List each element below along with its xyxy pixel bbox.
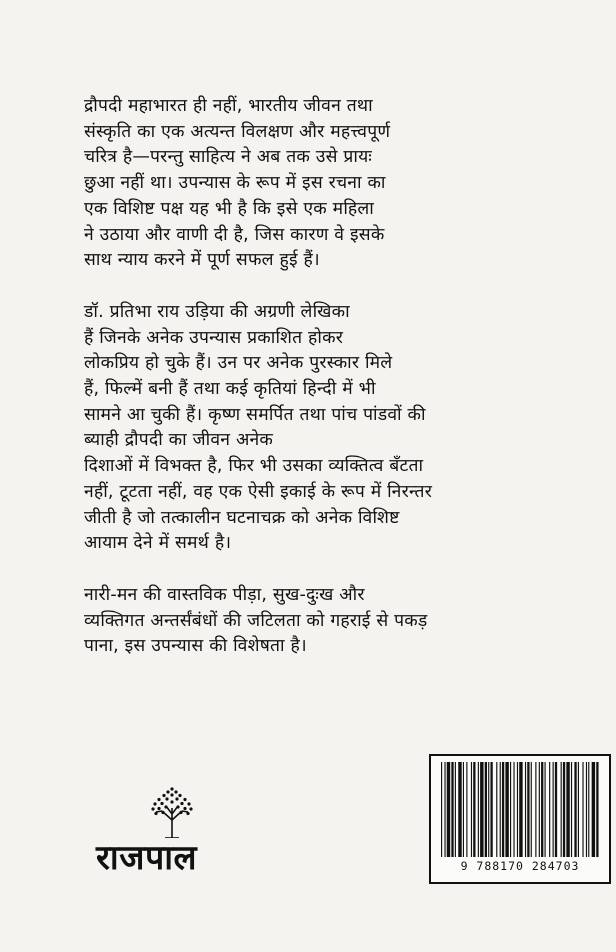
barcode-bar bbox=[500, 762, 501, 857]
text-line: आयाम देने में समर्थ है। bbox=[84, 533, 232, 554]
barcode-bar bbox=[563, 762, 565, 857]
blurb-paragraph-2 bbox=[84, 300, 544, 557]
barcode-bar bbox=[458, 762, 461, 857]
barcode-bar bbox=[539, 762, 540, 857]
barcode-bar bbox=[455, 762, 456, 857]
barcode-bar bbox=[586, 762, 587, 857]
barcode-bar bbox=[471, 762, 472, 857]
barcode-bar bbox=[502, 762, 504, 857]
text-line: छुआ नहीं था। उपन्यास के रूप में इस रचना का bbox=[84, 173, 386, 194]
text-line: लोकप्रिय हो चुके हैं। उन पर अनेक पुरस्कार मिले bbox=[84, 353, 393, 374]
barcode-bar bbox=[574, 762, 576, 857]
barcode-bar bbox=[588, 762, 589, 857]
barcode-bar bbox=[541, 762, 543, 857]
barcode-bar bbox=[596, 762, 598, 857]
text-line: डॉ. प्रतिभा राय उड़िया की अग्रणी लेखिका bbox=[84, 301, 350, 322]
barcode-bar bbox=[496, 762, 497, 857]
barcode-bar bbox=[510, 762, 511, 857]
barcode-bar bbox=[582, 762, 583, 857]
text-line: एक विशिष्ट पक्ष यह भी है कि इसे एक महिला bbox=[84, 198, 374, 219]
publisher-logo bbox=[96, 782, 246, 882]
barcode-bar bbox=[441, 762, 442, 857]
publisher-name: राजपाल bbox=[96, 838, 198, 878]
barcode-bar bbox=[463, 762, 464, 857]
barcode-bar bbox=[488, 762, 489, 857]
blurb-paragraph-3 bbox=[84, 583, 544, 660]
barcode-icon bbox=[437, 762, 603, 857]
barcode-bar bbox=[513, 762, 514, 857]
barcode-bar bbox=[505, 762, 508, 857]
blurb-text bbox=[84, 94, 544, 686]
isbn-number: 9 788170 284703 bbox=[460, 859, 580, 873]
text-line: द्रौपदी महाभारत ही नहीं, भारतीय जीवन तथा bbox=[84, 96, 373, 116]
text-line: नहीं, टूटता नहीं, वह एक ऐसी इकाई के रूप में निरन्तर bbox=[84, 481, 433, 502]
barcode-bar bbox=[578, 762, 579, 857]
barcode-bar bbox=[444, 762, 445, 857]
barcode-bar bbox=[545, 762, 546, 857]
barcode-bar bbox=[535, 762, 536, 857]
barcode-bar bbox=[531, 762, 532, 857]
barcode-bar bbox=[478, 762, 479, 857]
text-line: हैं जिनके अनेक उपन्यास प्रकाशित होकर bbox=[84, 327, 344, 348]
barcode-box bbox=[429, 754, 611, 884]
text-line: चरित्र है—परन्तु साहित्य ने अब तक उसे प्रायः bbox=[84, 147, 372, 168]
barcode-bar bbox=[490, 762, 492, 857]
text-line: व्यक्तिगत अन्तर्संबंधों की जटिलता को गहराई से पकड़ bbox=[84, 610, 428, 631]
barcode-bar bbox=[447, 762, 450, 857]
barcode-bar bbox=[525, 762, 526, 857]
text-line: सामने आ चुकी हैं। कृष्ण समर्पित तथा पांच पांडवों की bbox=[84, 404, 426, 425]
barcode-bar bbox=[519, 762, 522, 857]
text-line: हैं, फिल्में बनी हैं तथा कई कृतियां हिन्दी में भी bbox=[84, 379, 376, 400]
barcode-bar bbox=[485, 762, 487, 857]
barcode-bar bbox=[517, 762, 518, 857]
barcode-bar bbox=[566, 762, 569, 857]
text-line: साथ न्याय करने में पूर्ण सफल हुई हैं। bbox=[84, 250, 320, 271]
text-line: संस्कृति का एक अत्यन्त विलक्षण और महत्त्वपूर्ण bbox=[84, 121, 391, 142]
text-line: ब्याही द्रौपदी का जीवन अनेक bbox=[84, 430, 274, 451]
text-line: जीती है जो तत्कालीन घटनाचक्र को अनेक विशिष्ट bbox=[84, 507, 400, 528]
barcode-bar bbox=[451, 762, 453, 857]
text-line: दिशाओं में विभक्त है, फिर भी उसका व्यक्तित्व बँटता bbox=[84, 456, 424, 477]
barcode-bar bbox=[555, 762, 557, 857]
barcode-bar bbox=[480, 762, 483, 857]
barcode-bar bbox=[561, 762, 562, 857]
barcode-bar bbox=[527, 762, 529, 857]
barcode-bar bbox=[466, 762, 467, 857]
barcode-bar bbox=[592, 762, 595, 857]
text-line: नारी-मन की वास्तविक पीड़ा, सुख-दुःख और bbox=[84, 584, 365, 605]
barcode-bar bbox=[473, 762, 475, 857]
barcode-bar bbox=[553, 762, 554, 857]
tree-logo-icon bbox=[148, 786, 196, 838]
text-line: पाना, इस उपन्यास की विशेषता है। bbox=[84, 636, 307, 657]
blurb-paragraph-1 bbox=[84, 94, 544, 274]
barcode-bar bbox=[571, 762, 572, 857]
text-line: ने उठाया और वाणी दी है, जिस कारण वे इसके bbox=[84, 224, 385, 245]
barcode-bar bbox=[549, 762, 550, 857]
